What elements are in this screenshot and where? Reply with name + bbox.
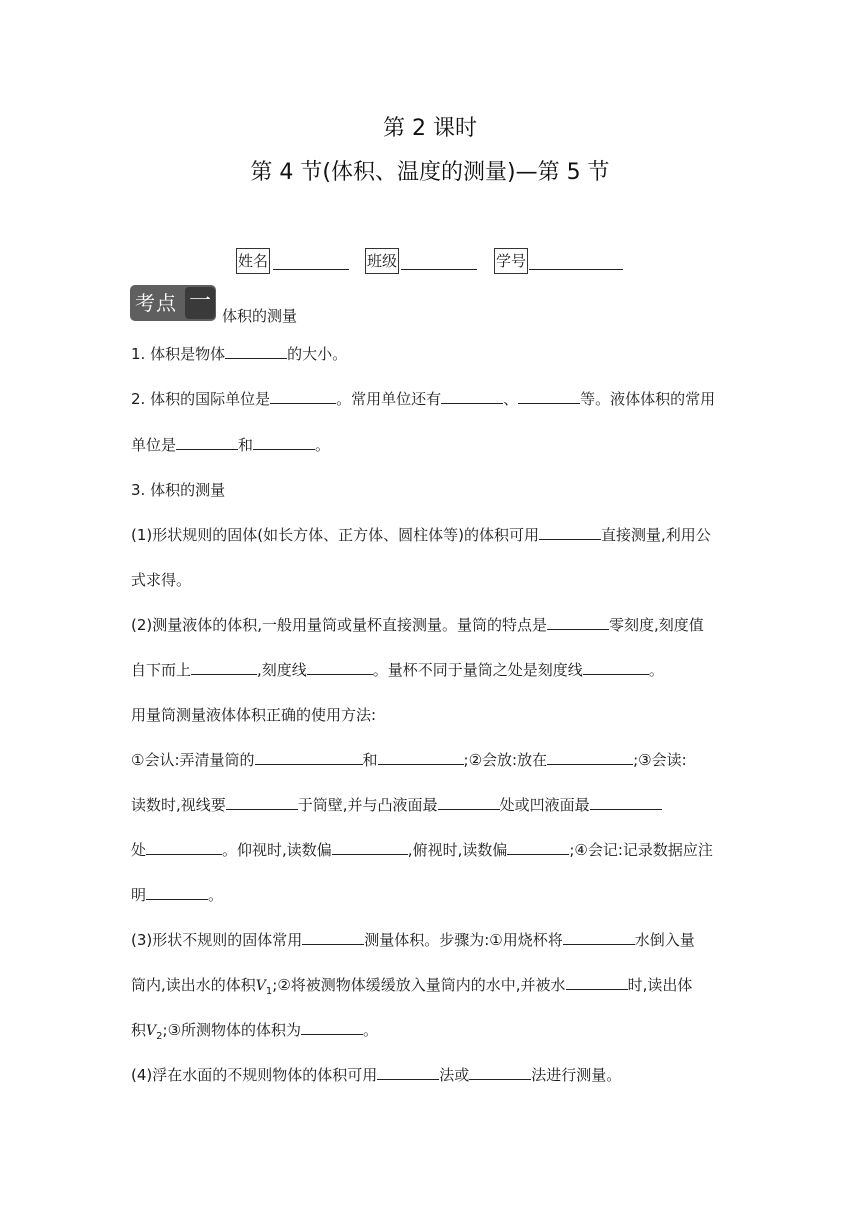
blank[interactable]	[547, 750, 633, 765]
blank[interactable]	[566, 975, 628, 990]
line-4: 3. 体积的测量	[131, 481, 226, 499]
student-id-field[interactable]	[529, 269, 623, 270]
line-2: 2. 体积的国际单位是 。常用单位还有 、 等。液体体积的常用	[131, 390, 716, 408]
blank[interactable]	[146, 840, 222, 855]
line-15: 筒内,读出水的体积$V_1;②$将被测物体缓缓放入量筒内的水中,并被水 时,读出体	[131, 976, 693, 997]
blank[interactable]	[270, 389, 336, 404]
line-6: 式求得。	[131, 571, 192, 589]
blank[interactable]	[547, 615, 609, 630]
line-14: (3)形状不规则的固体常用 测量体积。步骤为:①用烧杯将 水倒入量	[131, 931, 695, 949]
line-13: 明 。	[131, 886, 224, 904]
line-5: (1)形状规则的固体(如长方体、正方体、圆柱体等)的体积可用 直接测量,利用公	[131, 526, 711, 544]
blank[interactable]	[590, 795, 662, 810]
blank[interactable]	[253, 435, 315, 450]
section-title-main: 第 4 节(体积、温度的测量)—第 5 节	[250, 160, 610, 185]
line-8: 自下而上 ,刻度线 。量杯不同于量筒之处是刻度线 。	[131, 661, 664, 679]
blank[interactable]	[507, 840, 569, 855]
blank[interactable]	[539, 525, 601, 540]
line-12: 处 。仰视时,读数偏 ,俯视时,读数偏 ;④会记:记录数据应注	[131, 841, 713, 859]
key-point-title: 体积的测量	[222, 307, 298, 325]
badge-number: 一	[185, 287, 215, 319]
blank[interactable]	[378, 750, 464, 765]
blank[interactable]	[302, 930, 364, 945]
line-11: 读数时,视线要 于筒壁,并与凸液面最 处或凹液面最	[131, 794, 662, 816]
class-field[interactable]	[401, 269, 477, 270]
student-id-label: 学号	[494, 248, 528, 274]
blank[interactable]	[255, 750, 363, 765]
line-16: 积$V_2;③$所测物体的体积为 。	[131, 1021, 379, 1042]
class-label: 班级	[365, 248, 399, 274]
blank[interactable]	[583, 660, 649, 675]
blank[interactable]	[225, 344, 287, 359]
blank[interactable]	[176, 435, 238, 450]
blank[interactable]	[332, 840, 408, 855]
blank[interactable]	[469, 1065, 531, 1080]
blank[interactable]	[563, 930, 635, 945]
line-7: (2)测量液体的体积,一般用量筒或量杯直接测量。量筒的特点是 零刻度,刻度值	[131, 616, 704, 634]
line-9: 用量筒测量液体体积正确的使用方法:	[131, 706, 377, 724]
blank[interactable]	[301, 1020, 363, 1035]
blank[interactable]	[307, 660, 373, 675]
name-label: 姓名	[236, 248, 270, 274]
line-3: 单位是 和 。	[131, 436, 331, 454]
line-1: 1. 体积是物体 的大小。	[131, 345, 348, 363]
blank[interactable]	[518, 389, 580, 404]
line-10: ①会认:弄清量筒的 和 ;②会放:放在 ;③会读:	[131, 751, 687, 769]
badge-text: 考点	[135, 291, 177, 315]
key-point-badge	[130, 285, 216, 321]
blank[interactable]	[377, 1065, 439, 1080]
blank[interactable]	[441, 389, 503, 404]
blank[interactable]	[226, 795, 298, 810]
name-field[interactable]	[273, 269, 349, 270]
blank[interactable]	[438, 795, 500, 810]
lesson-title: 第 2 课时	[383, 116, 477, 141]
blank[interactable]	[146, 885, 208, 900]
line-17: (4)浮在水面的不规则物体的体积可用 法或 法进行测量。	[131, 1066, 622, 1084]
blank[interactable]	[191, 660, 257, 675]
